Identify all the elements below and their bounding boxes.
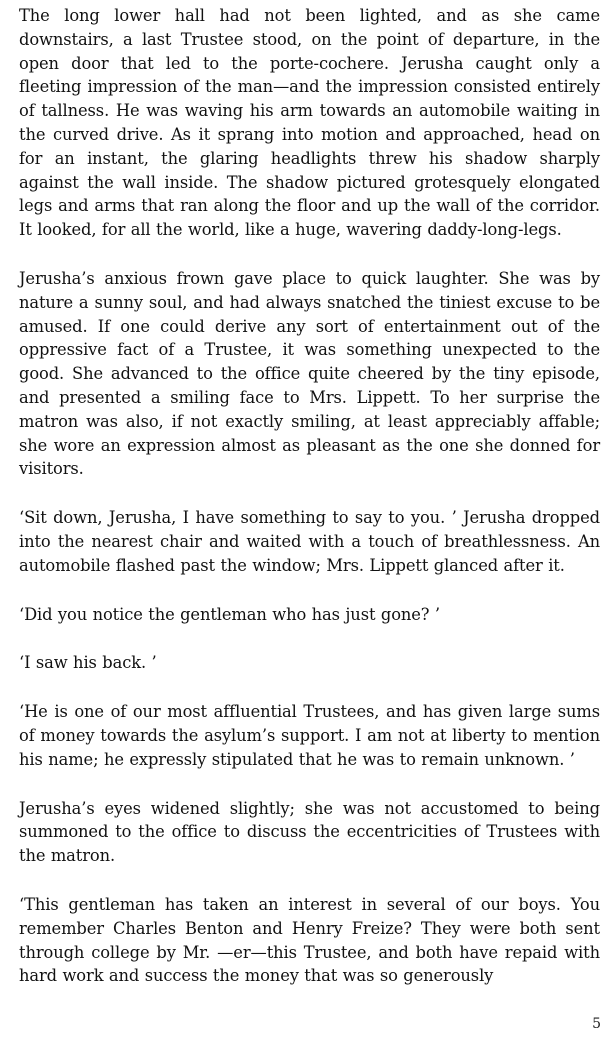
page-body bbox=[19, 4, 600, 988]
paragraph-2: Jerusha’s anxious frown gave place to quick laughter. She was by nature a sunny soul, and had always snatched the tiniest excuse to be amused. If one could derive any sort of entertainment out of the oppressive fact of a Trustee, it was something unexpected to the good. She advanced to the office quite cheered by the tiny episode, and presented a smiling face to Mrs. Lippett. To her surprise the matron was also, if not exactly smiling, at least appreciably affable; she wore an expression almost as pleasant as the one she donned for visitors. bbox=[19, 268, 600, 479]
paragraph-4: ‘Did you notice the gentleman who has just gone? ’ bbox=[19, 604, 440, 624]
paragraph-3: ‘Sit down, Jerusha, I have something to say to you. ’ Jerusha dropped into the nearest chair and waited with a touch of breathlessness. An automobile flashed past the window; Mrs. Lippett glanced after it. bbox=[19, 508, 600, 575]
paragraph-8: ‘This gentleman has taken an interest in several of our boys. You remember Charles Benton and Henry Freize? They were both sent through college by Mr. —er—this Trustee, and both have repaid with hard work and success the money that was so generously bbox=[19, 894, 600, 986]
paragraph-7: Jerusha’s eyes widened slightly; she was not accustomed to being summoned to the office to discuss the eccentricities of Trustees with the matron. bbox=[19, 798, 600, 866]
page-number: 5 bbox=[592, 1016, 601, 1032]
paragraph-6: ‘He is one of our most affluential Trustees, and has given large sums of money towards the asylum’s support. I am not at liberty to mention his name; he expressly stipulated that he was to remain unknown. ’ bbox=[19, 702, 600, 769]
paragraph-5: ‘I saw his back. ’ bbox=[19, 653, 157, 673]
paragraph-1: The long lower hall had not been lighted, and as she came downstairs, a last Trustee stood, on the point of departure, in the open door that led to the porte-cochere. Jerusha caught only a fleeting impression of the man—and the impression consisted entirely of tallness. He was waving his arm towards an automobile waiting in the curved drive. As it sprang into motion and approached, head on for an instant, the glaring headlights threw his shadow sharply against the wall inside. The shadow pictured grotesquely elongated legs and arms that ran along the floor and up the wall of the corridor. It looked, for all the world, like a huge, wavering daddy-long-legs. bbox=[19, 6, 600, 240]
